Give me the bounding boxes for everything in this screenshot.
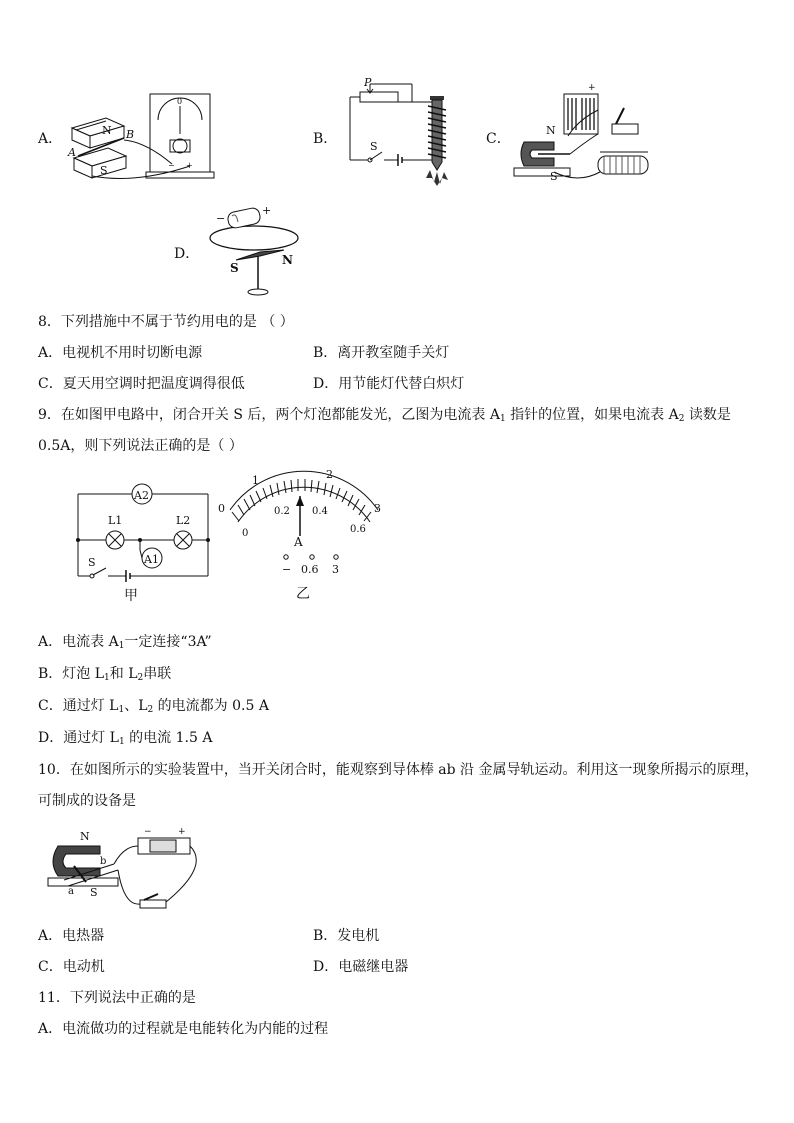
q9-stem-part: 指针的位置，如果电流表 A <box>505 407 679 423</box>
q9-jia-a1-label: A1 <box>144 553 159 566</box>
option-text: 发电机 <box>337 928 380 944</box>
q7-option-a-letter: A． <box>38 131 63 147</box>
option-letter: B． <box>313 345 338 361</box>
q7b-label-s: S <box>370 140 378 153</box>
q9-stem-sub: 2 <box>678 414 685 424</box>
q7-option-c-figure <box>508 80 664 184</box>
q10-figure <box>44 826 214 912</box>
q7-option-a-figure <box>66 88 216 184</box>
q7a-label-b: B <box>126 128 135 141</box>
q10-option-c <box>38 957 105 977</box>
q7a-label-n: N <box>102 124 112 137</box>
option-text: 和 L <box>109 666 138 682</box>
option-sub: 2 <box>137 673 144 683</box>
option-text: 电热器 <box>62 928 105 944</box>
q8-option-a <box>38 343 202 363</box>
q7d-label-minus: − <box>216 212 226 225</box>
option-text: 一定连接“3A” <box>124 634 212 650</box>
q7b-label-p: P <box>364 78 372 89</box>
q7-option-d-figure <box>200 198 310 298</box>
q10-label-a: a <box>68 886 74 897</box>
q9-yi-upper-tick-3: 3 <box>374 502 381 515</box>
option-text: 通过灯 L <box>62 698 119 714</box>
option-sub: 1 <box>118 705 125 715</box>
q10-label-n: N <box>80 830 90 843</box>
option-letter: C． <box>38 698 63 714</box>
q10-option-b <box>313 926 379 946</box>
q10-label-minus: − <box>144 827 152 837</box>
option-letter: D． <box>313 959 339 975</box>
option-letter: D． <box>38 730 64 746</box>
q7a-label-a: A <box>68 146 76 159</box>
q9-yi-upper-tick-2: 2 <box>326 468 333 481</box>
q10-option-a <box>38 926 104 946</box>
q7a-label-plus: + <box>186 161 193 170</box>
q9-yi-upper-tick-1: 1 <box>252 474 259 487</box>
q7a-label-zero: 0 <box>177 97 183 106</box>
q10-option-d <box>313 957 408 977</box>
q9-option-b <box>38 664 171 688</box>
q10-label-s: S <box>90 886 98 899</box>
q7c-label-n: N <box>546 124 556 137</box>
option-sub: 1 <box>118 737 125 747</box>
q9-yi-lower-tick-2: 0.4 <box>312 506 328 517</box>
option-letter: C． <box>38 376 63 392</box>
option-text: 夏天用空调时把温度调得很低 <box>62 376 245 392</box>
option-text: 电视机不用时切断电源 <box>62 345 203 361</box>
option-text: 的电流 1.5 A <box>124 730 213 746</box>
option-text: 灯泡 L <box>62 666 105 682</box>
option-letter: A． <box>38 1021 63 1037</box>
option-text: 电流表 A <box>62 634 119 650</box>
q9-yi-lower-tick-0: 0 <box>242 528 249 539</box>
q9-jia-l2-label: L2 <box>176 514 191 527</box>
q9-yi-terminal-06: 0.6 <box>301 563 319 576</box>
q9-jia-a2-label: A2 <box>134 489 149 502</box>
q9-figure-jia <box>66 478 216 604</box>
option-text: 电动机 <box>62 959 105 975</box>
q9-option-a <box>38 632 212 656</box>
q10-stem-line2: 可制成的设备是 <box>38 793 136 809</box>
option-letter: A． <box>38 634 63 650</box>
q9-stem-sub: 1 <box>499 414 506 424</box>
q7d-label-n: N <box>282 253 293 267</box>
q8-option-c <box>38 374 245 394</box>
q9-option-d <box>38 728 212 752</box>
q10-label-plus: + <box>178 827 186 837</box>
q9-yi-terminal-neg: − <box>282 563 292 576</box>
q9-yi-unit: A <box>294 535 303 549</box>
q8-option-d <box>313 374 464 394</box>
option-letter: A． <box>38 928 63 944</box>
q10-label-b: b <box>100 856 107 867</box>
q10-stem-line1: 10．在如图所示的实验装置中，当开关闭合时，能观察到导体棒 ab 沿 金属导轨运动。利用这一现象所揭示的原理， <box>38 762 759 778</box>
option-letter: D． <box>313 376 339 392</box>
q7-option-b-figure <box>340 78 460 194</box>
q7c-label-plus: + <box>588 83 596 93</box>
option-text: 、L <box>124 698 148 714</box>
option-letter: B． <box>313 928 338 944</box>
q7-option-d-letter: D． <box>174 246 200 262</box>
q7-option-b-letter: B． <box>313 131 338 147</box>
q7a-label-minus: − <box>168 161 175 170</box>
option-letter: A． <box>38 345 63 361</box>
q7a-label-s: S <box>100 164 108 177</box>
option-text: 用节能灯代替白炽灯 <box>338 376 465 392</box>
q9-yi-lower-tick-3: 0.6 <box>350 524 366 535</box>
option-sub: 1 <box>118 641 125 651</box>
q9-stem-line1 <box>38 405 731 429</box>
q9-jia-caption: 甲 <box>124 588 138 604</box>
q11-stem: 11．下列说法中正确的是 <box>38 990 196 1006</box>
q9-jia-s-label: S <box>88 556 96 569</box>
option-letter: B． <box>38 666 63 682</box>
option-letter: C． <box>38 959 63 975</box>
option-text: 电流做功的过程就是电能转化为内能的过程 <box>62 1021 329 1037</box>
option-text: 离开教室随手关灯 <box>337 345 450 361</box>
q8-stem: 8．下列措施中不属于节约用电的是 （ ） <box>38 314 294 330</box>
q9-stem-part: 9．在如图甲电路中，闭合开关 S 后，两个灯泡都能发光，乙图为电流表 A <box>38 407 500 423</box>
q7d-label-s: S <box>230 261 239 275</box>
q9-figure-yi <box>216 466 388 606</box>
q7d-label-plus: + <box>262 204 272 217</box>
q9-yi-terminal-3: 3 <box>332 563 339 576</box>
option-text: 的电流都为 0.5 A <box>153 698 269 714</box>
q9-jia-l1-label: L1 <box>108 514 123 527</box>
q9-yi-lower-tick-1: 0.2 <box>274 506 290 517</box>
q9-stem-part: 读数是 <box>684 407 731 423</box>
q7c-label-s: S <box>550 170 558 183</box>
q9-yi-upper-tick-0: 0 <box>218 502 225 515</box>
option-text: 电磁继电器 <box>338 959 409 975</box>
option-sub: 1 <box>104 673 110 683</box>
q8-option-b <box>313 343 449 363</box>
option-sub: 2 <box>147 705 154 715</box>
q9-option-c <box>38 696 269 720</box>
option-text: 通过灯 L <box>63 730 119 746</box>
option-text: 串联 <box>143 666 172 682</box>
q11-option-a <box>38 1019 328 1039</box>
q9-stem-line2: 0.5A，则下列说法正确的是（ ） <box>38 438 243 454</box>
q9-yi-caption: 乙 <box>296 586 310 602</box>
q7-option-c-letter: C． <box>486 131 511 147</box>
